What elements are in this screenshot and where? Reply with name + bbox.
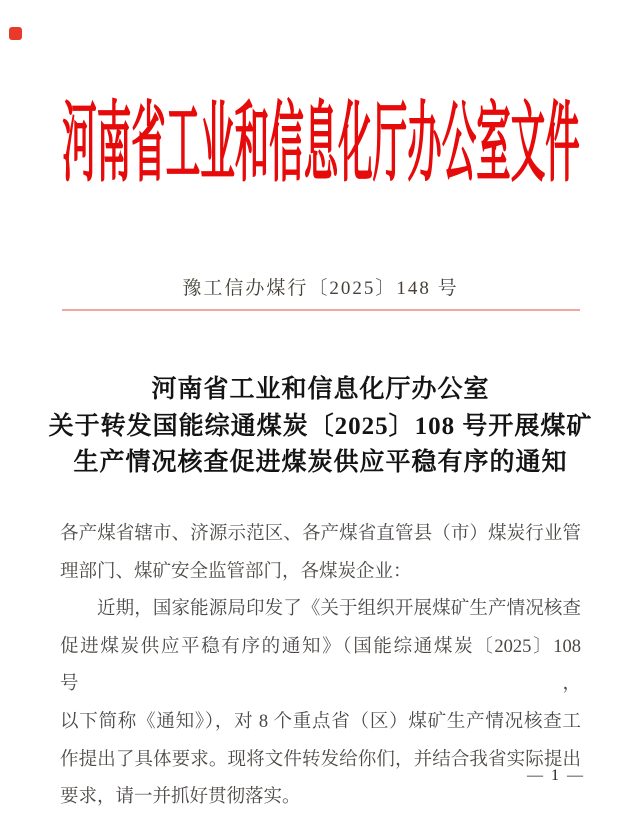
body-line: 作提出了具体要求。现将文件转发给你们，并结合我省实际提出 bbox=[60, 749, 581, 770]
body-line: 近期，国家能源局印发了《关于组织开展煤矿生产情况核查 bbox=[97, 599, 581, 620]
document-body bbox=[60, 516, 581, 817]
document-number: 豫工信办煤行〔2025〕148 号 bbox=[182, 278, 459, 299]
body-line: 以下简称《通知》），对 8 个重点省（区）煤矿生产情况核查工 bbox=[60, 711, 581, 732]
title-line: 生产情况核查促进煤炭供应平稳有序的通知 bbox=[73, 449, 568, 476]
body-line: 各产煤省辖市、济源示范区、各产煤省直管县（市）煤炭行业管 bbox=[60, 524, 581, 544]
document-header-banner: 河南省工业和信息化厅办公室文件 bbox=[61, 95, 580, 193]
body-line: 理部门、煤矿安全监管部门，各煤炭企业： bbox=[60, 561, 412, 582]
red-separator-rule bbox=[62, 309, 580, 311]
title-line: 河南省工业和信息化厅办公室 bbox=[151, 376, 490, 403]
page-number: — 1 — bbox=[527, 767, 585, 784]
document-title bbox=[0, 372, 641, 482]
body-line: 要求，请一并抓好贯彻落实。 bbox=[60, 787, 301, 808]
red-corner-mark bbox=[9, 27, 22, 40]
body-line: 促进煤炭供应平稳有序的通知》（国能综通煤炭〔2025〕108 号， bbox=[60, 636, 581, 695]
title-line: 关于转发国能综通煤炭〔2025〕108 号开展煤矿 bbox=[48, 412, 593, 440]
